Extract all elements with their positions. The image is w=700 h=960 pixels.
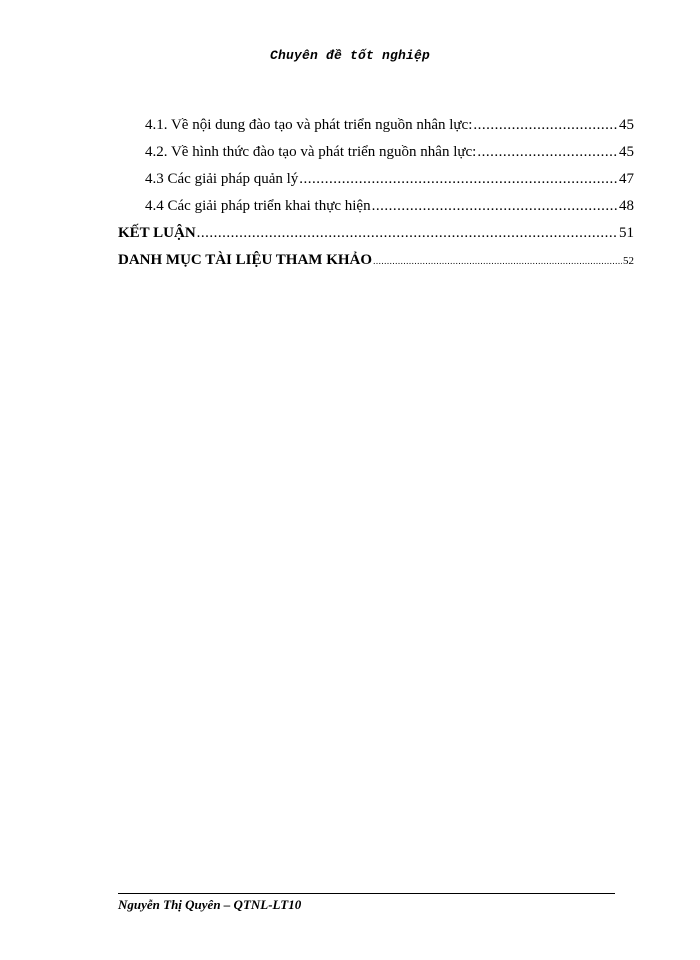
toc-entry-danh-muc-tai-lieu[interactable]: [118, 247, 634, 274]
toc-page-number: 45: [619, 117, 634, 133]
page-header: Chuyên đề tốt nghiệp: [269, 48, 431, 63]
toc-dot-leader: [299, 166, 618, 193]
toc-page-number: 48: [619, 198, 634, 214]
toc-dot-leader: [473, 112, 618, 139]
toc-dot-leader: [373, 248, 622, 275]
toc-dot-leader: [197, 220, 618, 247]
toc-entry-ket-luan[interactable]: [118, 220, 634, 247]
toc-entry-4-1[interactable]: [118, 112, 634, 139]
toc-entry-title: DANH MỤC TÀI LIỆU THAM KHẢO: [118, 252, 373, 268]
toc-entry-title: 4.4 Các giải pháp triển khai thực hiện: [145, 198, 371, 214]
toc-entry-title: 4.2. Về hình thức đào tạo và phát triển nguồn nhân lực:: [145, 144, 477, 160]
footer-divider: [118, 893, 615, 894]
toc-entry-4-2[interactable]: [118, 139, 634, 166]
toc-page-number: 47: [619, 171, 634, 187]
toc-entry-title: KẾT LUẬN: [118, 225, 196, 241]
footer-author: Nguyễn Thị Quyên – QTNL-LT10: [118, 897, 302, 912]
toc-page-number: 45: [619, 144, 634, 160]
toc-entry-title: 4.3 Các giải pháp quản lý: [145, 171, 299, 187]
toc-dot-leader: [477, 139, 618, 166]
toc-dot-leader: [372, 193, 618, 220]
toc-page-number: 52: [623, 255, 634, 267]
toc-entry-title: 4.1. Về nội dung đào tạo và phát triển nguồn nhân lực:: [145, 117, 473, 133]
table-of-contents: [118, 112, 634, 274]
toc-entry-4-4[interactable]: [118, 193, 634, 220]
toc-page-number: 51: [619, 225, 634, 241]
toc-entry-4-3[interactable]: [118, 166, 634, 193]
